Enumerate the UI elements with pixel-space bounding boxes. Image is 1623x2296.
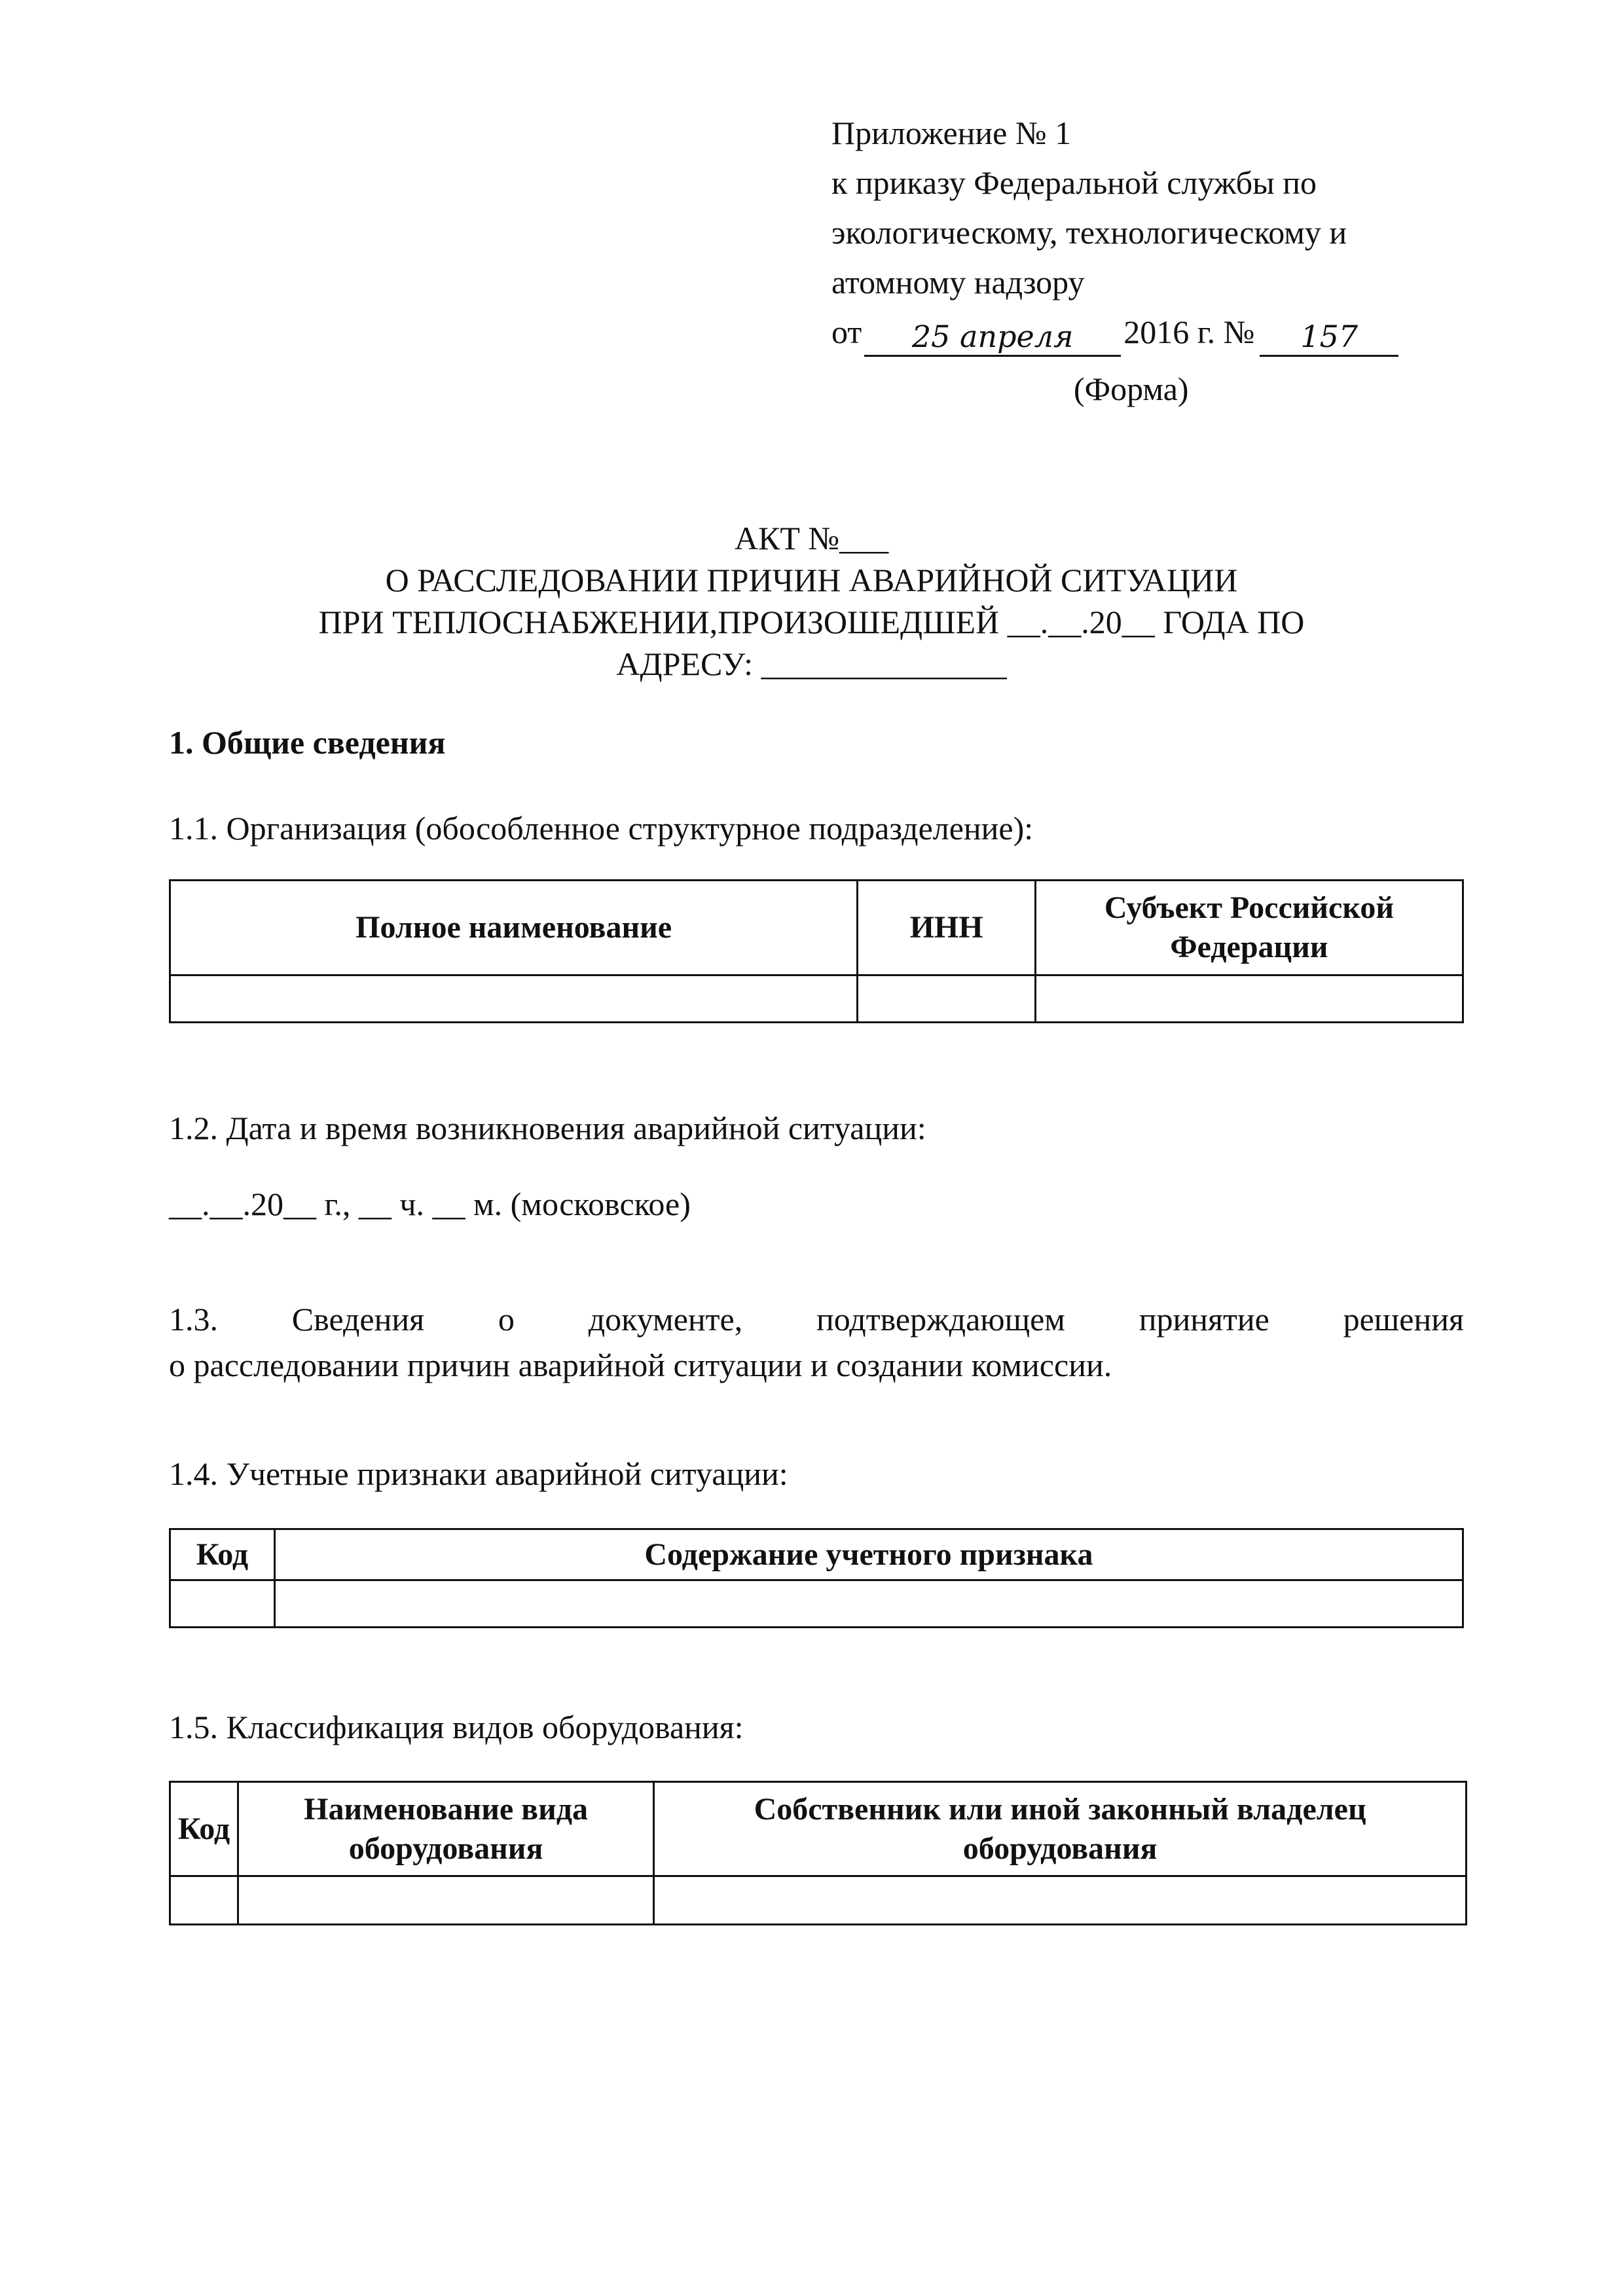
paragraph-1-5: 1.5. Классификация видов оборудования:: [169, 1709, 744, 1745]
date-time-value: __.__.20__ г., __ ч. __ м. (московское): [169, 1186, 691, 1222]
order-number-handwritten: 157: [1260, 318, 1398, 357]
paragraph-1-1: 1.1. Организация (обособленное структурное подразделение):: [169, 810, 1034, 847]
header-equipment-owner: Собственник или иной законный владелец оборудования: [654, 1782, 1467, 1876]
order-date-line: [831, 307, 1486, 357]
table-row: [170, 1876, 1467, 1925]
header-full-name: Полное наименование: [170, 881, 858, 975]
cell-code[interactable]: [170, 1876, 238, 1925]
paragraph-1-3-line1: [169, 1296, 1464, 1342]
word: принятие: [1139, 1301, 1269, 1338]
act-number: АКТ №___: [734, 520, 889, 556]
word: подтверждающем: [816, 1301, 1065, 1338]
header-federal-subject: Субъект Российской Федерации: [1035, 881, 1463, 975]
paragraph-1-4: 1.4. Учетные признаки аварийной ситуации:: [169, 1455, 788, 1492]
paragraph-1-3-line2: о расследовании причин аварийной ситуации и создании комиссии.: [169, 1347, 1112, 1383]
cell-code[interactable]: [170, 1580, 275, 1628]
order-year: 2016 г. №: [1123, 314, 1255, 350]
header-sign-content: Содержание учетного признака: [274, 1529, 1463, 1580]
appendix-number: Приложение № 1: [831, 115, 1072, 151]
cell-federal-subject[interactable]: [1035, 975, 1463, 1023]
header-inn: ИНН: [858, 881, 1036, 975]
appendix-header: [831, 108, 1486, 357]
appendix-agency-line-end: атомному надзору: [831, 264, 1085, 301]
act-subject: О РАССЛЕДОВАНИИ ПРИЧИН АВАРИЙНОЙ СИТУАЦИИ: [385, 562, 1238, 598]
form-label: (Форма): [1074, 371, 1189, 407]
organization-table: [169, 879, 1464, 1023]
section-heading: 1. Общие сведения: [169, 724, 446, 761]
word: 1.3.: [169, 1301, 218, 1338]
order-prefix: от: [831, 314, 862, 350]
word: о: [498, 1301, 515, 1338]
order-date-handwritten: 25 апреля: [864, 318, 1121, 357]
word: документе,: [588, 1301, 743, 1338]
appendix-order-ref: к приказу Федеральной службы по: [831, 164, 1317, 201]
equipment-table: [169, 1781, 1467, 1925]
word: решения: [1343, 1301, 1464, 1338]
paragraph-1-3: [169, 1296, 1464, 1388]
act-address: АДРЕСУ: _______________: [616, 646, 1007, 682]
table-row: [170, 975, 1463, 1023]
header-code: Код: [170, 1782, 238, 1876]
accounting-signs-table: [169, 1528, 1464, 1628]
act-title: [0, 517, 1623, 685]
act-subject-date: ПРИ ТЕПЛОСНАБЖЕНИИ,ПРОИЗОШЕДШЕЙ __.__.20__ ГОДА ПО: [318, 604, 1305, 640]
header-code: Код: [170, 1529, 275, 1580]
header-equipment-type: Наименование вида оборудования: [238, 1782, 653, 1876]
appendix-agency-line: экологическому, технологическому и: [831, 214, 1347, 251]
cell-equipment-type[interactable]: [238, 1876, 653, 1925]
cell-equipment-owner[interactable]: [654, 1876, 1467, 1925]
word: Сведения: [291, 1301, 425, 1338]
paragraph-1-2: 1.2. Дата и время возникновения аварийной ситуации:: [169, 1110, 926, 1146]
cell-inn[interactable]: [858, 975, 1036, 1023]
cell-full-name[interactable]: [170, 975, 858, 1023]
cell-sign-content[interactable]: [274, 1580, 1463, 1628]
table-row: [170, 1580, 1463, 1628]
